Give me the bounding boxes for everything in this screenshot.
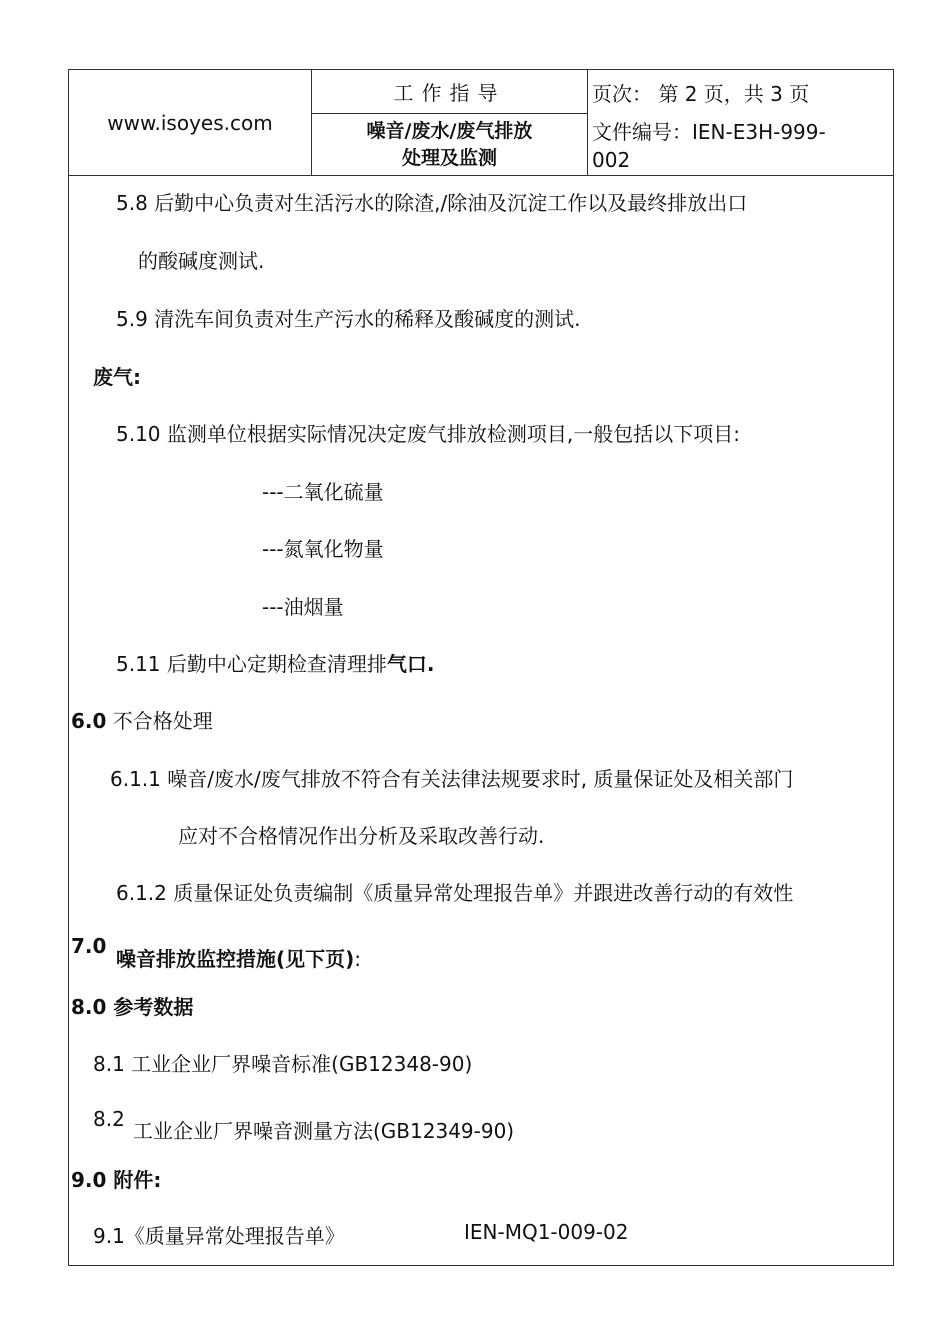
section-7-0-title	[116, 943, 361, 972]
section-6-0-title: 不合格处理	[106, 709, 213, 733]
clause-5-8-cont: 的酸碱度测试.	[138, 249, 265, 273]
section-6-0	[71, 705, 213, 734]
section-9-0: 9.0 附件:	[71, 1168, 162, 1192]
doc-title-line2: 处理及监测	[401, 146, 497, 169]
doc-type-cell: 工作指导	[312, 70, 588, 114]
clause-6-1-1-cont: 应对不合格情况作出分析及采取改善行动.	[178, 824, 545, 848]
clause-5-8: 5.8 后勤中心负责对生活污水的除渣,/除油及沉淀工作以及最终排放出口	[116, 191, 748, 215]
attachment-9-1-code: IEN-MQ1-009-02	[464, 1220, 629, 1244]
doc-title-line1: 噪音/废水/废气排放	[366, 119, 533, 142]
list-item: ---氮氧化物量	[262, 537, 384, 561]
section-6-0-number: 6.0	[71, 709, 107, 733]
clause-6-1-1: 6.1.1 噪音/废水/废气排放不符合有关法律法规要求时, 质量保证处及相关部门	[110, 767, 794, 791]
doc-number	[592, 118, 882, 174]
clause-5-11	[116, 648, 435, 677]
clause-5-11-bold: 气口.	[386, 652, 435, 676]
header-table	[69, 70, 893, 176]
clause-5-11-text: 5.11 后勤中心定期检查清理排	[116, 652, 387, 676]
reference-8-2-text: 工业企业厂界噪音测量方法(GB12349-90)	[133, 1119, 515, 1143]
section-7-0-number: 7.0	[71, 934, 107, 958]
section-7-0-title-text: 噪音排放监控措施(见下页)	[116, 947, 355, 971]
clause-6-1-2: 6.1.2 质量保证处负责编制《质量异常处理报告单》并跟进改善行动的有效性	[116, 881, 794, 905]
section-8-0: 8.0 参考数据	[71, 995, 194, 1019]
clause-5-9: 5.9 清洗车间负责对生产污水的稀释及酸碱度的测试.	[116, 307, 581, 331]
doc-title-cell	[312, 114, 588, 175]
attachment-9-1: 9.1《质量异常处理报告单》	[93, 1224, 345, 1248]
website-cell: www.isoyes.com	[69, 70, 312, 175]
section-heading-exhaust: 废气:	[93, 365, 141, 389]
reference-8-2-number: 8.2	[93, 1107, 125, 1131]
doc-number-line1: 文件编号：IEN-E3H-999-	[592, 120, 826, 144]
clause-5-10: 5.10 监测单位根据实际情况决定废气排放检测项目,一般包括以下项目:	[116, 422, 740, 446]
section-7-0-colon: :	[354, 947, 362, 971]
list-item: ---油烟量	[262, 595, 344, 619]
doc-number-line2: 002	[592, 148, 631, 172]
page-info: 页次： 第 2 页，共 3 页	[592, 82, 810, 106]
list-item: ---二氧化硫量	[262, 480, 384, 504]
reference-8-1: 8.1 工业企业厂界噪音标准(GB12348-90)	[93, 1052, 473, 1076]
